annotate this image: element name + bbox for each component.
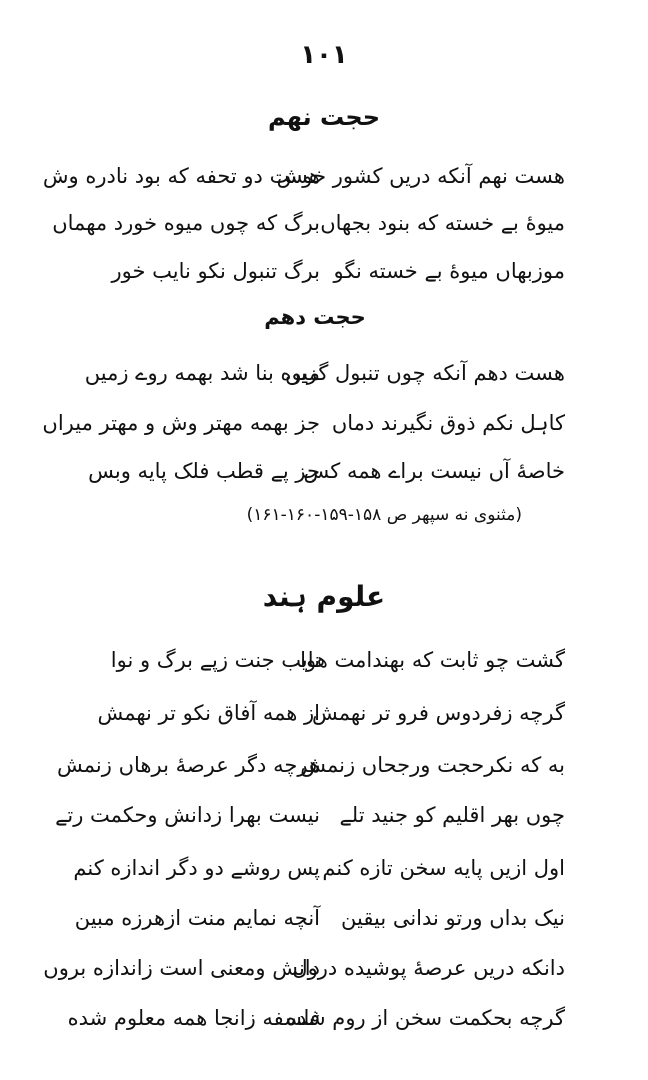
verse-second-hemistich: هست دو تحفه که بود نادره وش bbox=[42, 164, 320, 188]
verse-line bbox=[88, 453, 565, 493]
verse-line bbox=[55, 797, 565, 837]
verse-line bbox=[43, 950, 565, 990]
verse-second-hemistich: دانش ومعنی است زاندازه بروں bbox=[43, 956, 320, 980]
verse-first-hemistich: دانکه دریں عرصهٔ پوشیده درول bbox=[292, 956, 565, 980]
verse-line bbox=[95, 253, 565, 293]
verse-first-hemistich: موزبهاں میوهٔ بے خسته نگو bbox=[333, 259, 565, 283]
verse-first-hemistich: نیک بداں ورتو ندانی بیقین bbox=[341, 906, 565, 930]
verse-first-hemistich: گرچه زفردوس فرو تر نهمش bbox=[311, 701, 565, 725]
verse-line bbox=[73, 850, 565, 890]
verse-second-hemistich: فلسفه زانجا همه معلوم شده bbox=[67, 1006, 320, 1030]
verse-second-hemistich: نایب جنت زپے برگ و نوا bbox=[110, 648, 320, 672]
verse-second-hemistich: هرچه دگر عرصهٔ برهاں زنمش bbox=[57, 753, 320, 777]
verse-first-hemistich: خاصهٔ آں نیست براے همه کس bbox=[303, 459, 565, 483]
verse-second-hemistich: آنچه نمایم منت ازهرزه مبین bbox=[74, 906, 320, 930]
verse-first-hemistich: چوں بهر اقلیم کو جنید تلے bbox=[339, 803, 565, 827]
verse-second-hemistich: از همه آفاق نکو تر نهمش bbox=[97, 701, 320, 725]
verse-second-hemistich: نیست بهرا زدانش وحکمت رتے bbox=[55, 803, 320, 827]
verse-first-hemistich: اول ازیں پایه سخن تازه کنم bbox=[322, 856, 565, 880]
verse-line bbox=[74, 900, 565, 940]
verse-line bbox=[95, 642, 565, 682]
verse-second-hemistich: جز پے قطب فلک پایه وبس bbox=[88, 459, 320, 483]
section-heading: حجت دهم bbox=[264, 305, 366, 329]
section-heading: علوم ہند bbox=[262, 580, 386, 613]
verse-second-hemistich: جز بهمه مهتر وش و مهتر میراں bbox=[42, 411, 320, 435]
verse-first-hemistich: گشت چو ثابت که بهندامت هوا bbox=[300, 648, 565, 672]
verse-line bbox=[57, 747, 565, 787]
verse-first-hemistich: گرچه بحکمت سخن از روم شده bbox=[286, 1006, 565, 1030]
section-heading: حجت نهم bbox=[267, 103, 381, 131]
verse-line bbox=[42, 405, 565, 445]
verse-line bbox=[95, 695, 565, 735]
verse-second-hemistich: برگ که چوں میوه خورد مهماں bbox=[52, 211, 320, 235]
verse-first-hemistich: میوهٔ بے خسته که بنود بجهاں bbox=[320, 211, 565, 235]
verse-first-hemistich: هست نهم آنکه دریں کشور خوش bbox=[276, 164, 565, 188]
verse-line bbox=[42, 158, 565, 198]
verse-first-hemistich: به که نکرحجت ورجحاں زنمش bbox=[300, 753, 565, 777]
source-citation: (مثنوی نه سپهر ص ۱۵۸-۱۵۹-۱۶۰-۱۶۱) bbox=[246, 505, 522, 525]
page-number: ۱۰۱ bbox=[300, 40, 348, 70]
verse-second-hemistich: میوه بنا شد بهمه روے زمیں bbox=[84, 361, 320, 385]
verse-first-hemistich: هست دهم آنکه چوں تنبول گزیں bbox=[284, 361, 565, 385]
verse-second-hemistich: برگ تنبول نکو نایب خور bbox=[111, 259, 320, 283]
verse-second-hemistich: پس روشے دو دگر اندازه کنم bbox=[73, 856, 320, 880]
verse-first-hemistich: کاہل نکم ذوق نگیرند دماں bbox=[331, 411, 565, 435]
verse-line bbox=[67, 1000, 565, 1040]
verse-line bbox=[84, 355, 565, 395]
verse-line bbox=[52, 205, 565, 245]
